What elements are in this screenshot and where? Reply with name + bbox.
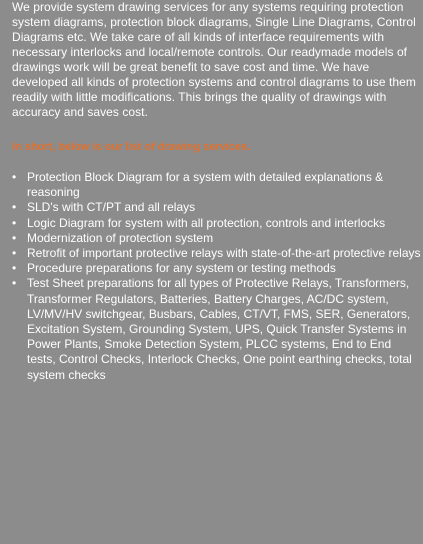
list-item-text: Test Sheet preparations for all types of Protective Relays, Transformers, Transformer Regulators, Batteries, Battery Charges, AC/DC system, LV/MV/HV switchgear, Busbars, Cables, CT/VT, FMS, SER, Generators, Excitation System, Grounding System, UPS, Quick Transfer Systems in Power Plants, Smoke Detection System, PLCC systems, End to End tests, Control Checks, Interlock Checks, One point earthing checks, total system checks (27, 276, 412, 382)
list-item (12, 231, 422, 246)
bullet-icon: • (12, 230, 17, 245)
bullet-icon: • (12, 200, 17, 215)
intro-paragraph: We provide system drawing services for any systems requiring protection system diagrams, protection block diagrams, Single Line Diagrams, Control Diagrams etc. We take care of all kinds of interface requirements with necessary interlocks and local/remote controls. Our readymade models of drawings work will be great benefit to save cost and time. We have developed all kinds of protection systems and control diagrams to use them readily with little modifications. This brings the quality of drawings with accuracy and saves cost. (12, 0, 416, 119)
bullet-icon: • (12, 276, 17, 291)
list-item-text: SLD's with CT/PT and all relays (27, 200, 196, 215)
services-list (12, 170, 422, 383)
list-item-text: Logic Diagram for system with all protection, controls and interlocks (27, 215, 386, 230)
list-item-text: Protection Block Diagram for a system with detailed explanations & reasoning (27, 170, 384, 200)
bullet-icon: • (12, 261, 17, 276)
list-item-text: Retrofit of important protective relays with state-of-the-art protective relays (27, 246, 421, 261)
list-item-text: Procedure preparations for any system or testing methods (27, 261, 336, 276)
list-item (12, 276, 422, 382)
bullet-icon: • (12, 170, 17, 184)
list-item (12, 200, 422, 215)
list-item (12, 170, 422, 200)
bullet-icon: • (12, 215, 17, 230)
services-subheading: In short, below is our list of drawing services. (12, 141, 251, 153)
bullet-icon: • (12, 246, 17, 261)
list-item-text: Modernization of protection system (27, 230, 214, 245)
list-item (12, 216, 422, 231)
list-item (12, 246, 422, 261)
list-item (12, 261, 422, 276)
